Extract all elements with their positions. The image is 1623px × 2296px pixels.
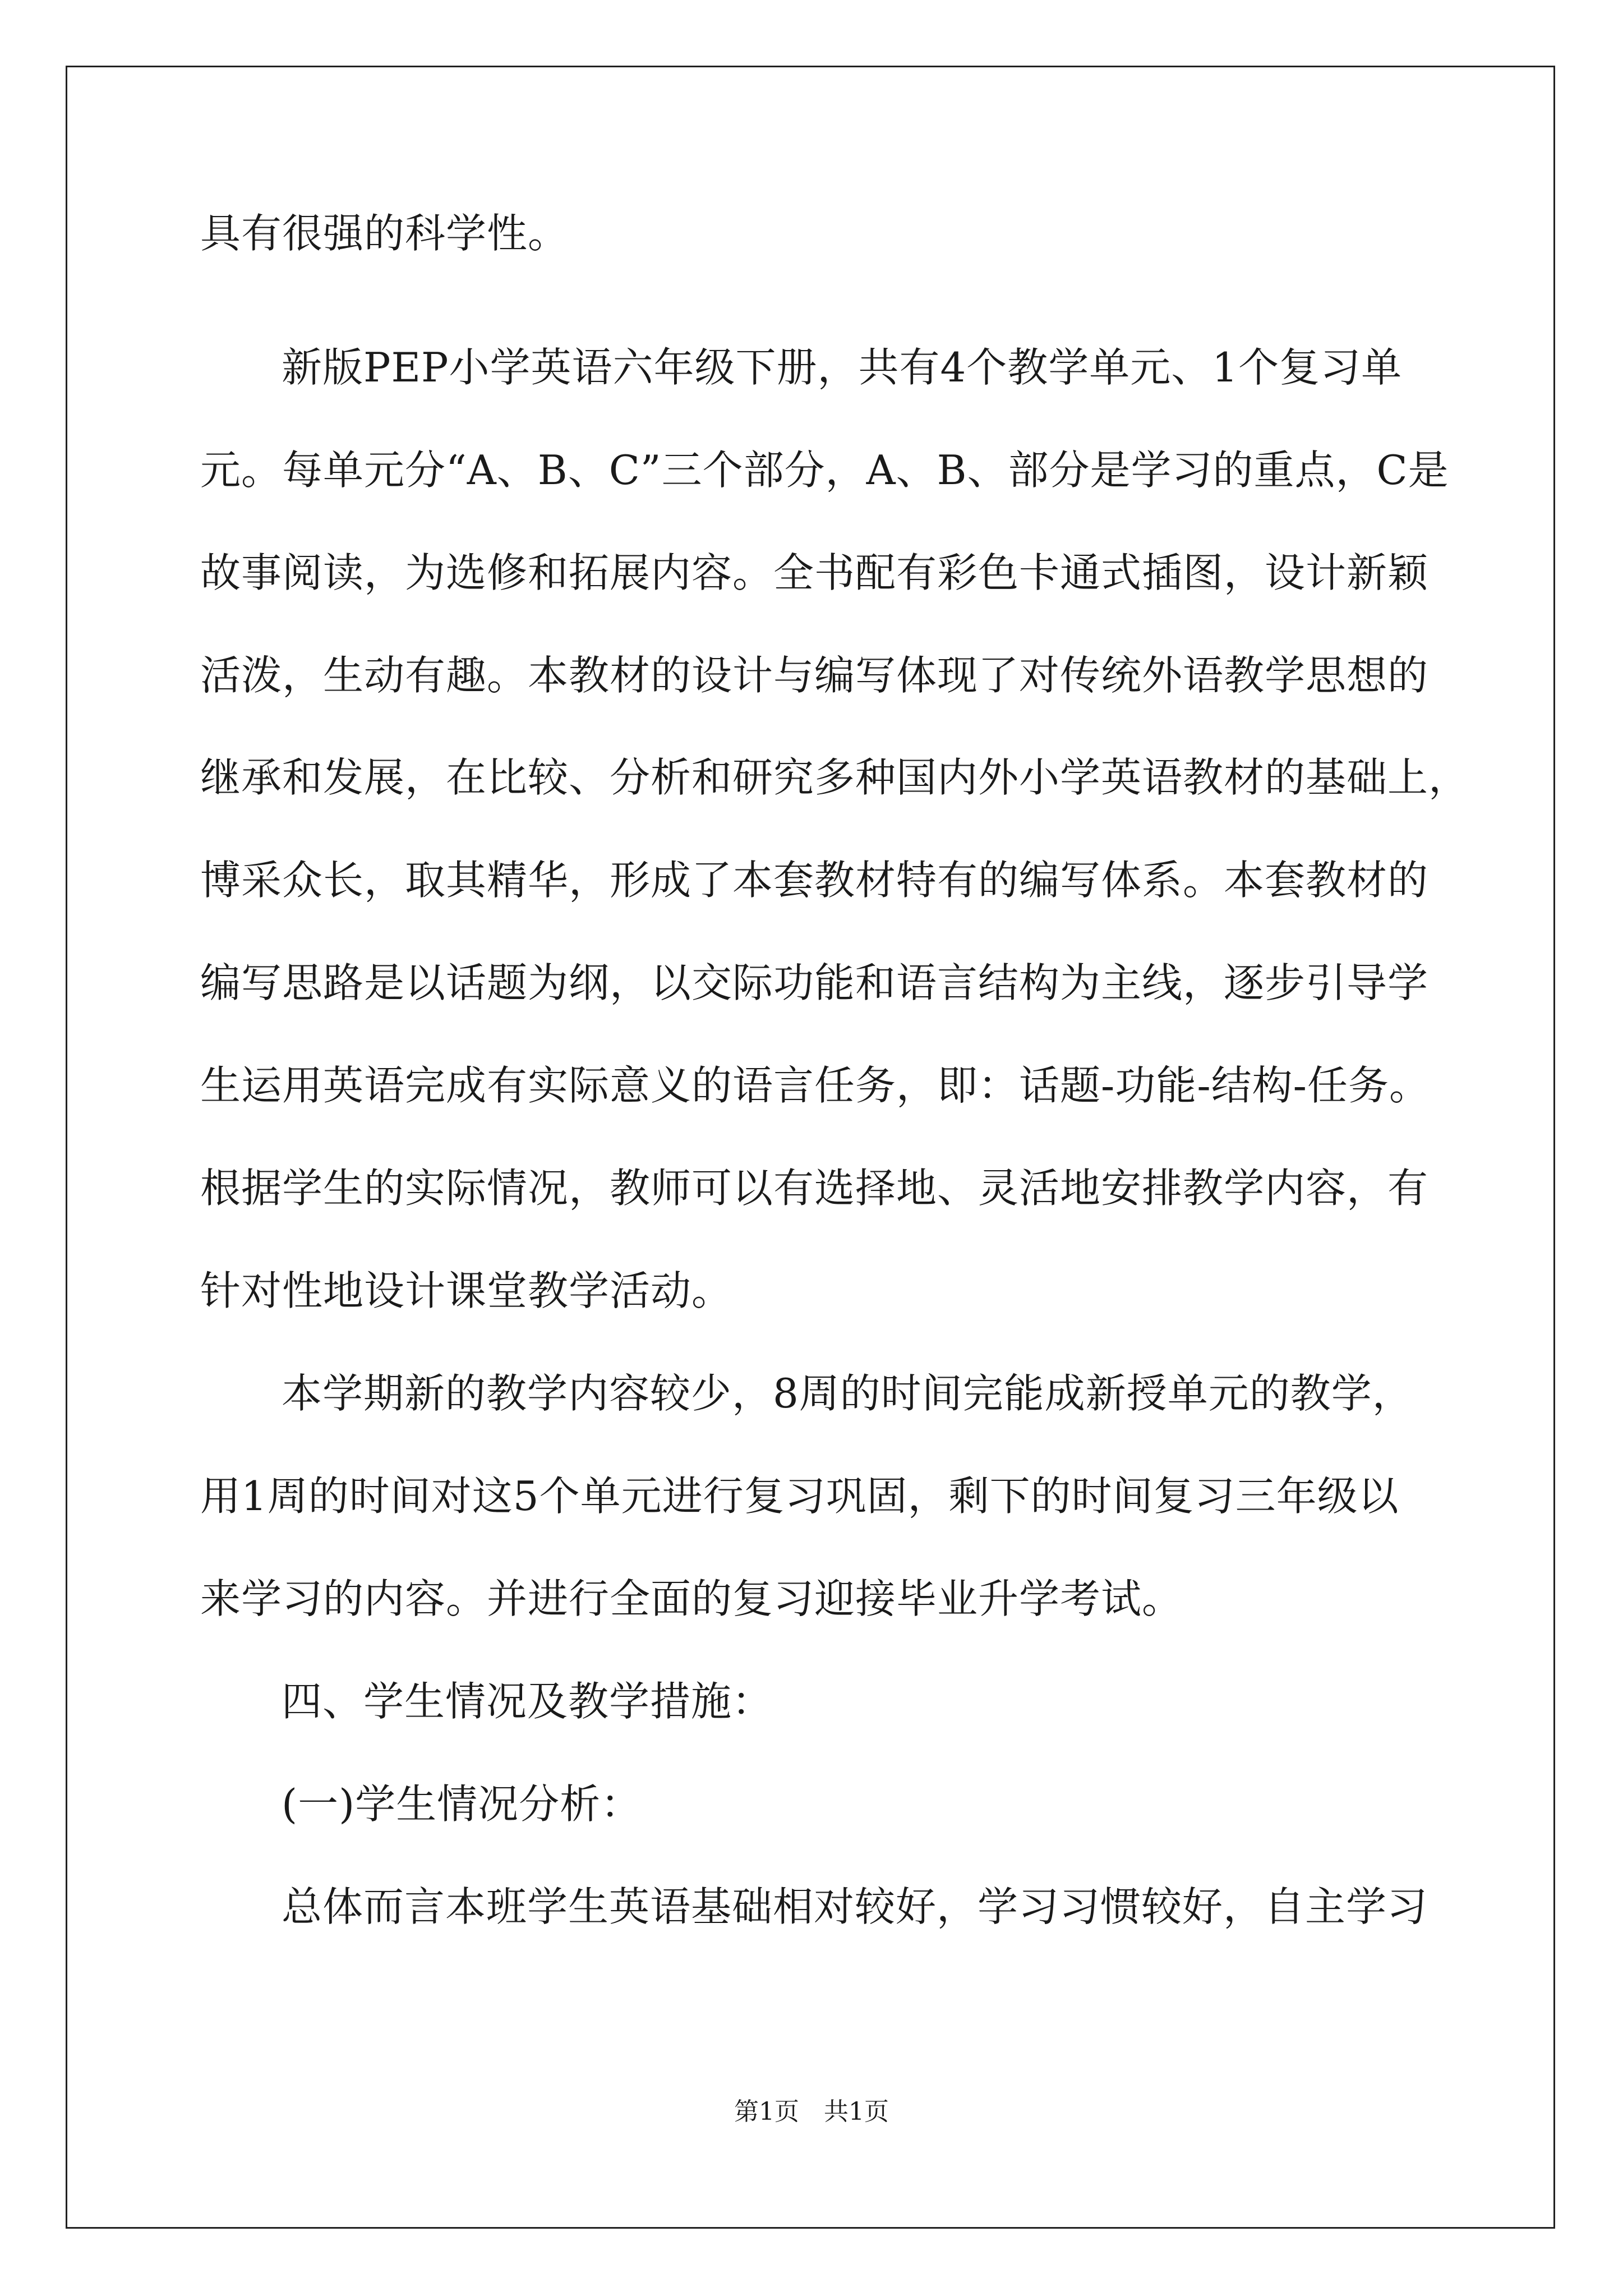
text-line: 具有很强的科学性。 — [200, 210, 569, 257]
text-line: 用1周的时间对这5个单元进行复习巩固，剩下的时间复习三年级以 — [200, 1473, 1399, 1520]
text-line: 故事阅读，为选修和拓展内容。全书配有彩色卡通式插图，设计新颖 — [200, 549, 1429, 596]
text-line: 继承和发展，在比较、分析和研究多种国内外小学英语教材的基础上， — [200, 754, 1470, 801]
text-line: 编写思路是以话题为纲，以交际功能和语言结构为主线，逐步引导学 — [200, 959, 1429, 1006]
text-line: 来学习的内容。并进行全面的复习迎接毕业升学考试。 — [200, 1575, 1183, 1622]
text-line: 本学期新的教学内容较少，8周的时间完能成新授单元的教学， — [282, 1370, 1413, 1417]
text-line: 针对性地设计课堂教学活动。 — [200, 1267, 733, 1314]
text-line: 根据学生的实际情况，教师可以有选择地、灵活地安排教学内容，有 — [200, 1165, 1429, 1212]
text-line: 生运用英语完成有实际意义的语言任务，即：话题-功能-结构-任务。 — [200, 1062, 1430, 1109]
text-line: 活泼，生动有趣。本教材的设计与编写体现了对传统外语教学思想的 — [200, 652, 1429, 699]
text-line: 新版PEP小学英语六年级下册，共有4个教学单元、1个复习单 — [282, 344, 1403, 391]
section-heading: 四、学生情况及教学措施： — [282, 1678, 773, 1725]
text-line: 元。每单元分“A、B、C”三个部分，A、B、部分是学习的重点，C是 — [200, 447, 1449, 494]
text-line: 总体而言本班学生英语基础相对较好，学习习惯较好，自主学习 — [282, 1883, 1428, 1930]
subsection-heading: (一)学生情况分析： — [282, 1780, 642, 1828]
page-footer: 第1页 共1页 — [734, 2097, 889, 2126]
text-line: 博采众长，取其精华，形成了本套教材特有的编写体系。本套教材的 — [200, 857, 1429, 904]
